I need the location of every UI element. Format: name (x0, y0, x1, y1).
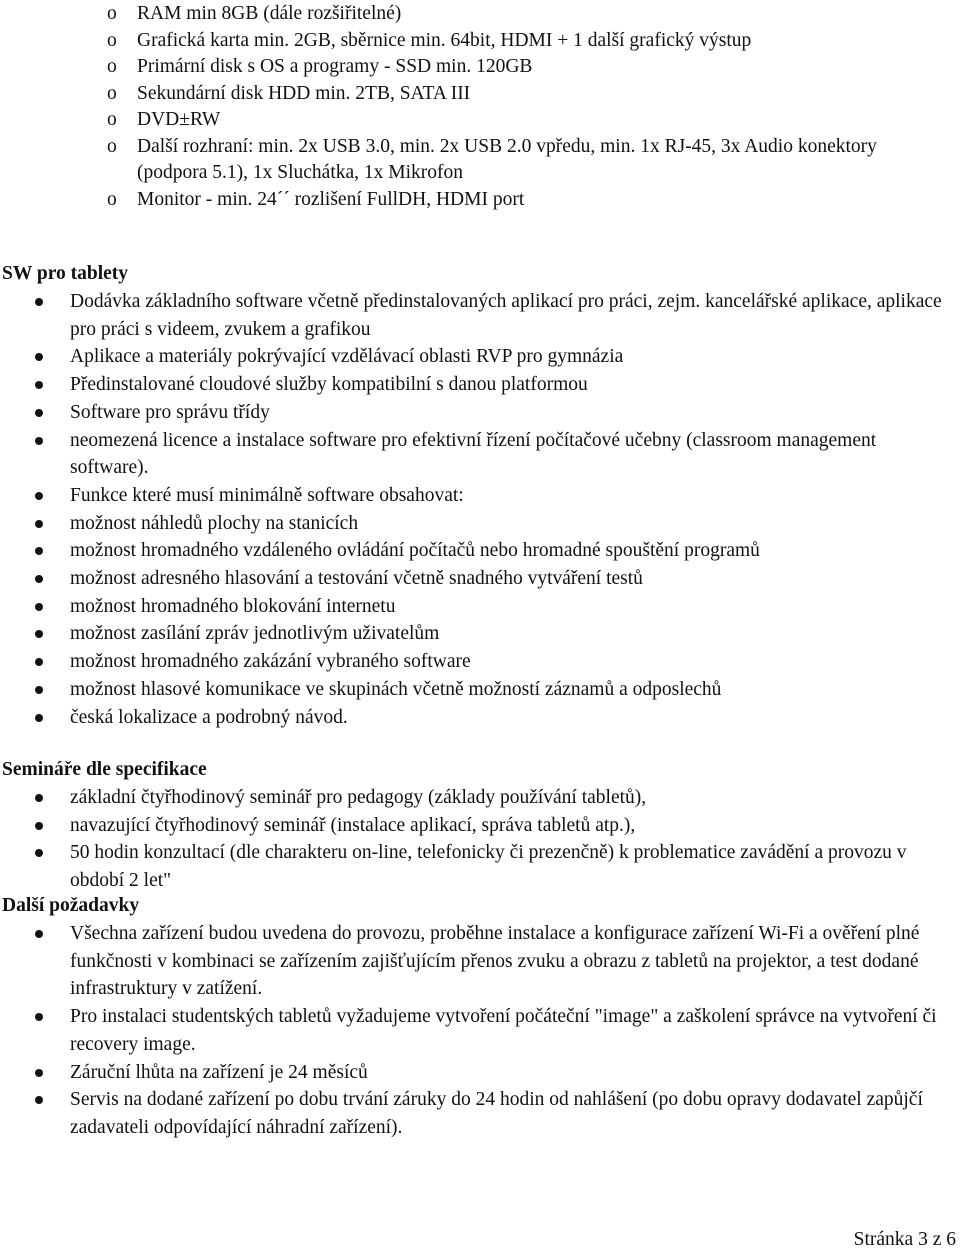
bullet-dot (35, 630, 43, 638)
bullet-dot (35, 603, 43, 611)
bullet-dot (35, 409, 43, 417)
bullet-dot (35, 686, 43, 694)
list-item: Předinstalované cloudové služby kompatibilní s danou platformou (0, 371, 960, 399)
bullet-dot (35, 547, 43, 555)
bullet-dot (35, 930, 43, 938)
other-requirements-list (0, 920, 960, 1142)
list-item: česká lokalizace a podrobný návod. (0, 704, 960, 732)
list-item: Funkce které musí minimálně software obsahovat: (0, 482, 960, 510)
list-item: možnost hlasové komunikace ve skupinách včetně možností záznamů a odposlechů (0, 676, 960, 704)
bullet-dot (35, 1069, 43, 1077)
list-item: možnost náhledů plochy na stanicích (0, 510, 960, 538)
list-item: Dodávka základního software včetně předinstalovaných aplikací pro práci, zejm. kancelářské aplikace, aplikace pro práci s videem, zvukem a grafikou (0, 288, 960, 343)
bullet-dot (35, 658, 43, 666)
bullet-marker: o (107, 56, 117, 77)
list-item: o RAM min 8GB (dále rozšiřitelné) (0, 1, 960, 28)
sw-requirements-list (0, 288, 960, 731)
bullet-dot (35, 353, 43, 361)
bullet-dot (35, 849, 43, 857)
list-item: Software pro správu třídy (0, 399, 960, 427)
page-number: Stránka 3 z 6 (853, 1229, 956, 1250)
list-item: Servis na dodané zařízení po dobu trvání záruky do 24 hodin od nahlášení (po dobu opravy dodavatel zapůjčí zadavateli odpovídající náhradní zařízení). (0, 1086, 960, 1141)
list-item: základní čtyřhodinový seminář pro pedagogy (základy používání tabletů), (0, 784, 960, 812)
bullet-marker: o (107, 135, 117, 157)
bullet-dot (35, 1013, 43, 1021)
bullet-dot (35, 492, 43, 500)
bullet-dot (35, 437, 43, 445)
sw-section-heading: SW pro tablety (2, 263, 129, 284)
other-section-heading: Další požadavky (2, 895, 140, 916)
list-item: Všechna zařízení budou uvedena do provozu, proběhne instalace a konfigurace zařízení Wi-Fi a ověření plné funkčnosti v kombinaci se zařízením zajišťujícím přenos zvuku a obrazu z tabletů na projektor, a test dodané infrastruktury v zatížení. (0, 920, 960, 1003)
list-item: neomezená licence a instalace software pro efektivní řízení počítačové učebny (classroom management software). (0, 427, 960, 482)
bullet-dot (35, 1096, 43, 1104)
list-item: možnost adresného hlasování a testování včetně snadného vytváření testů (0, 565, 960, 593)
list-item: možnost hromadného zakázání vybraného software (0, 648, 960, 676)
hardware-requirements-list (0, 1, 960, 213)
bullet-marker: o (107, 82, 117, 104)
list-item: o Primární disk s OS a programy - SSD min. 120GB (0, 54, 960, 81)
list-item: navazující čtyřhodinový seminář (instalace aplikací, správa tabletů atp.), (0, 812, 960, 840)
seminar-section-heading: Semináře dle specifikace (2, 759, 207, 780)
list-item: o Další rozhraní: min. 2x USB 3.0, min. 2x USB 2.0 vpředu, min. 1x RJ-45, 3x Audio konektory (podpora 5.1), 1x Sluchátka, 1x Mikrofon (107, 135, 877, 183)
list-item: možnost zasílání zpráv jednotlivým uživatelům (0, 620, 960, 648)
bullet-dot (35, 822, 43, 830)
bullet-dot (35, 520, 43, 528)
seminar-list (0, 784, 960, 895)
bullet-dot (35, 381, 43, 389)
bullet-dot (35, 298, 43, 306)
bullet-marker: o (107, 188, 117, 210)
bullet-marker: o (107, 109, 117, 130)
bullet-dot (35, 794, 43, 802)
list-item: možnost hromadného blokování internetu (0, 593, 960, 621)
list-item: Záruční lhůta na zařízení je 24 měsíců (0, 1059, 960, 1087)
bullet-dot (35, 575, 43, 583)
bullet-marker: o (107, 29, 117, 51)
list-item: o Grafická karta min. 2GB, sběrnice min. 64bit, HDMI + 1 další grafický výstup (0, 28, 960, 55)
list-item: Aplikace a materiály pokrývající vzdělávací oblasti RVP pro gymnázia (0, 343, 960, 371)
list-item: o Monitor - min. 24´´ rozlišení FullDH, HDMI port (0, 187, 960, 214)
list-item: možnost hromadného vzdáleného ovládání počítačů nebo hromadné spouštění programů (0, 537, 960, 565)
list-item: 50 hodin konzultací (dle charakteru on-line, telefonicky či prezenčně) k problematice zavádění a provozu v období 2 let" (0, 839, 960, 894)
bullet-dot (35, 714, 43, 722)
bullet-marker: o (107, 3, 117, 24)
list-item: Pro instalaci studentských tabletů vyžadujeme vytvoření počáteční "image" a zaškolení správce na vytvoření či recovery image. (0, 1003, 960, 1058)
list-item: o DVD±RW (0, 107, 960, 134)
list-item: o Sekundární disk HDD min. 2TB, SATA III (0, 81, 960, 108)
